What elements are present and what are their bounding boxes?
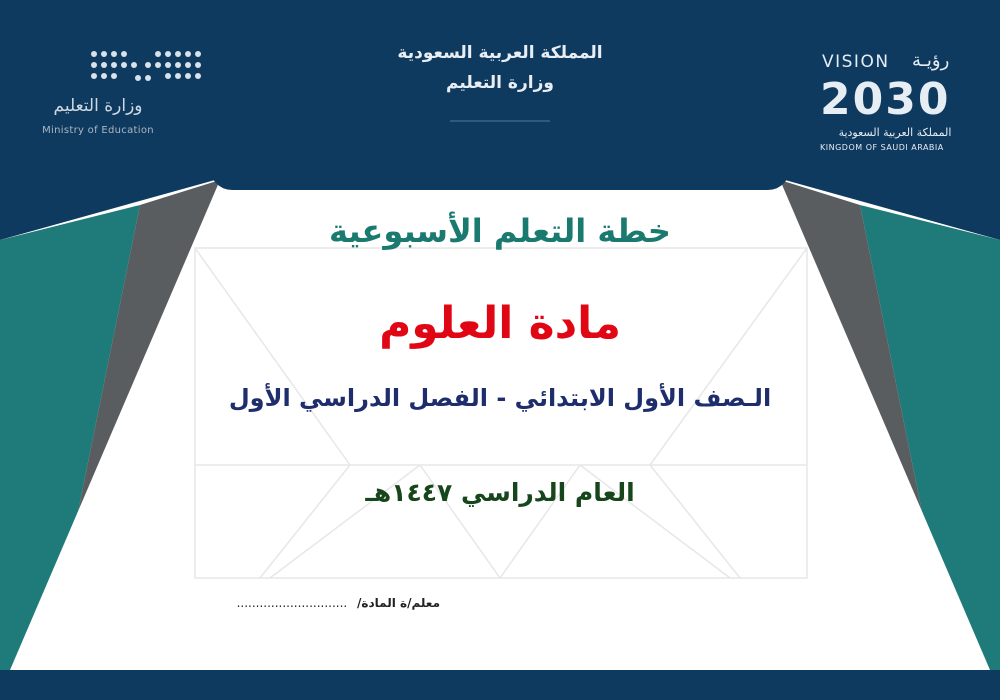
academic-year-line: العام الدراسي ١٤٤٧هـ [365,478,635,507]
header-panel [210,0,790,190]
subject-title: مادة العلوم [379,298,621,349]
teacher-label: معلم/ة المادة/ [357,596,440,610]
moe-dots-icon [88,48,208,88]
vision-kingdom-english: KINGDOM OF SAUDI ARABIA [820,143,944,152]
vision-kingdom-arabic: المملكة العربية السعودية [838,126,952,139]
header-text [210,38,790,98]
teacher-value[interactable]: ............................. [236,596,348,610]
vision-year: 2030 [820,74,951,125]
bottom-bar [0,670,1000,700]
header-kingdom: المملكة العربية السعودية [397,43,603,63]
grade-semester-line: الـصف الأول الابتدائي - الفصل الدراسي الأول [228,384,772,412]
plan-title: خطة التعلم الأسبوعية [329,212,671,250]
teacher-field[interactable] [190,596,440,620]
vision-english: VISION [822,52,890,72]
header-ministry: وزارة التعليم [446,73,554,93]
vision-arabic: رؤيـة [912,50,950,71]
vision-2030-logo [820,48,980,158]
ministry-of-education-logo [22,48,212,148]
moe-english-name: Ministry of Education [42,125,154,136]
moe-arabic-name: وزارة التعليم [53,96,143,116]
header-divider [450,120,550,122]
vision-wordmark [820,48,970,74]
